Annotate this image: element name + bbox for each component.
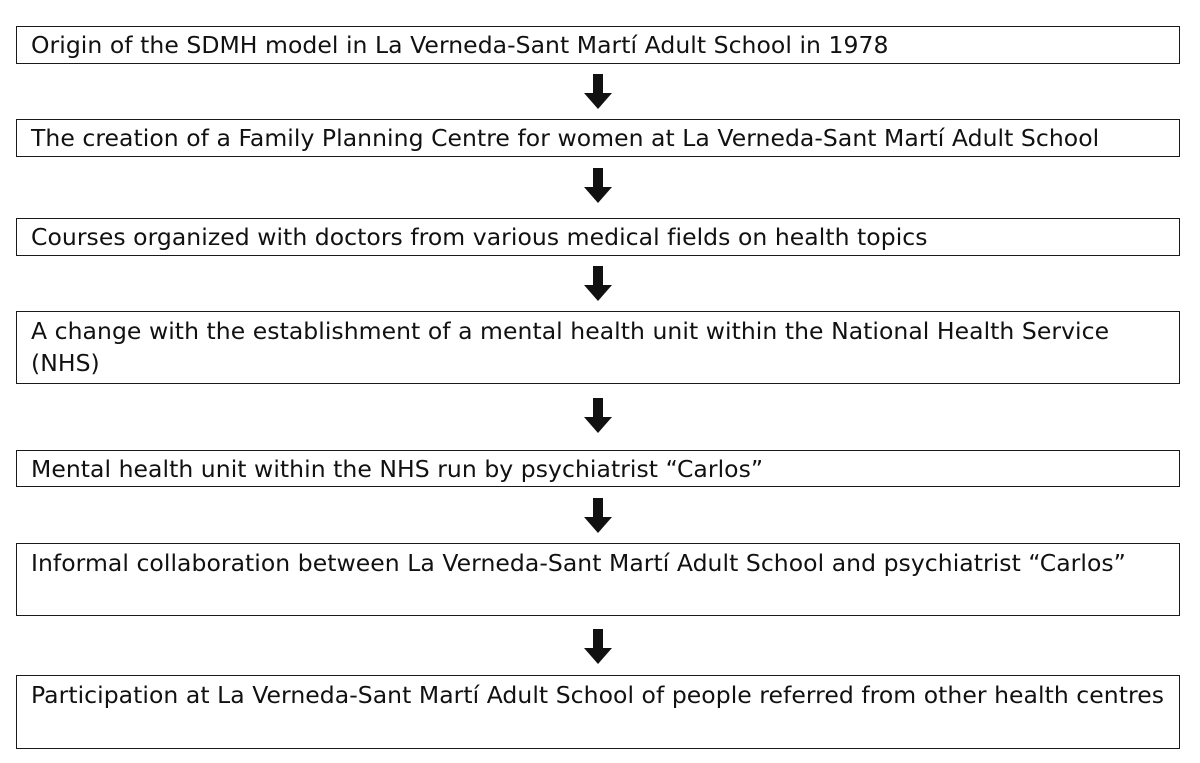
flow-step-5-text: Mental health unit within the NHS run by psychiatrist “Carlos” <box>31 454 764 483</box>
down-arrow-icon <box>583 266 613 302</box>
down-arrow-icon <box>583 168 613 204</box>
flow-step-4 <box>16 311 1180 384</box>
flow-step-2-text: The creation of a Family Planning Centre for women at La Verneda-Sant Martí Adult School <box>31 124 1100 152</box>
flow-step-1 <box>16 26 1180 64</box>
down-arrow-icon <box>583 629 613 665</box>
flow-step-3-text: Courses organized with doctors from various medical fields on health topics <box>31 223 928 251</box>
down-arrow-icon <box>583 74 613 110</box>
flow-step-6 <box>16 543 1180 616</box>
flow-step-3 <box>16 218 1180 256</box>
flow-step-7 <box>16 675 1180 749</box>
down-arrow-icon <box>583 398 613 434</box>
flow-step-5 <box>16 450 1180 487</box>
flow-step-4-text: A change with the establishment of a mental health unit within the National Health Service (NHS) <box>31 317 1110 377</box>
flow-step-6-text: Informal collaboration between La Verneda-Sant Martí Adult School and psychiatrist “Carlos” <box>31 549 1126 577</box>
flow-step-7-text: Participation at La Verneda-Sant Martí Adult School of people referred from other health centres <box>31 681 1164 709</box>
flow-step-1-text: Origin of the SDMH model in La Verneda-Sant Martí Adult School in 1978 <box>31 31 889 59</box>
down-arrow-icon <box>583 498 613 534</box>
flow-step-2 <box>16 119 1180 157</box>
